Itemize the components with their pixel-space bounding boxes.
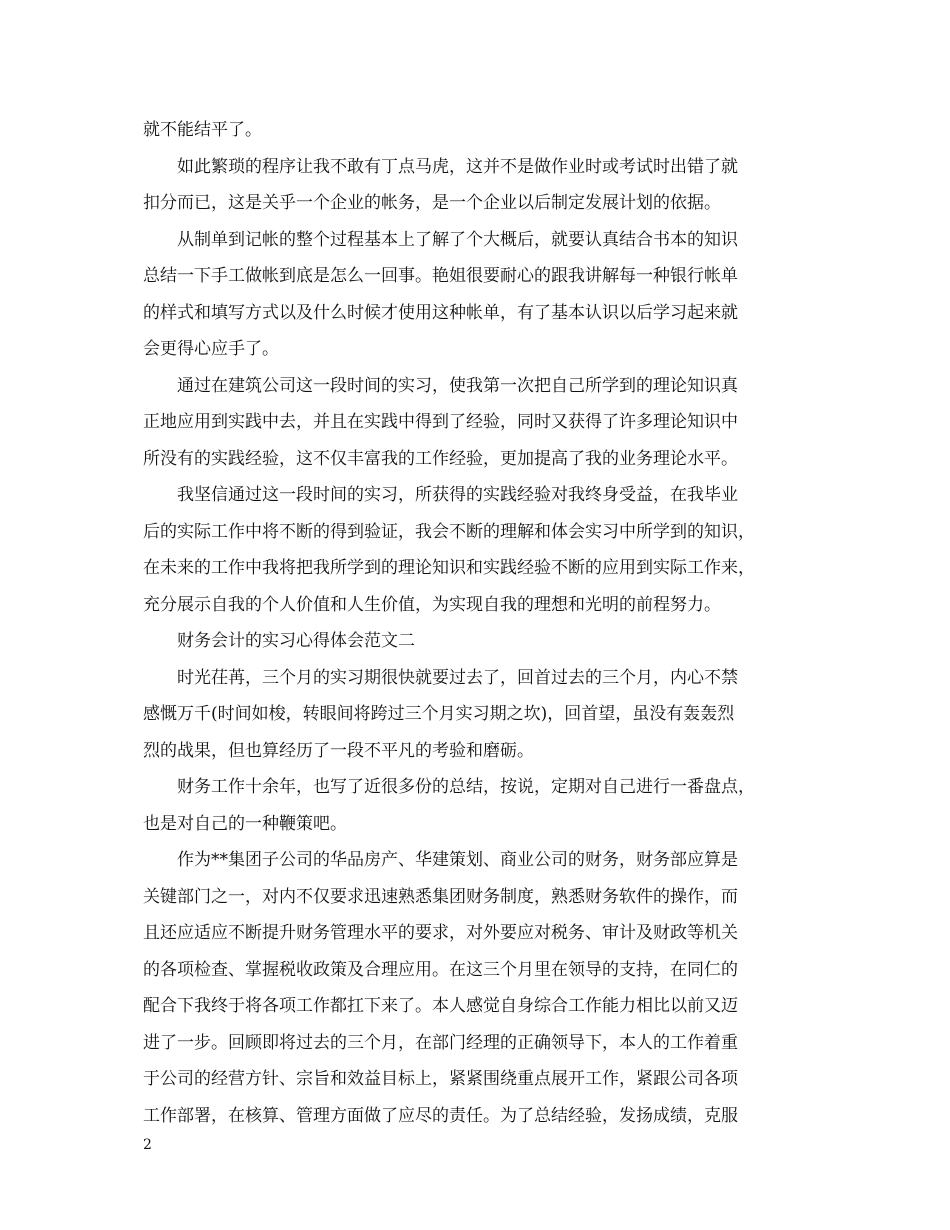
text-line: 会更得心应手了。: [143, 339, 279, 359]
text-line: 工作部署，在核算、管理方面做了应尽的责任。为了总结经验，发扬成绩，克服: [143, 1105, 738, 1126]
text-line: 的各项检查、掌握税收政策及合理应用。在这三个月里在领导的支持，在同仁的: [143, 959, 738, 980]
text-line: 如此繁琐的程序让我不敢有丁点马虎，这并不是做作业时或考试时出错了就: [177, 156, 738, 177]
text-line: 后的实际工作中将不断的得到验证，我会不断的理解和体会实习中所学到的知识，: [143, 521, 755, 542]
text-line: 时光茌苒，三个月的实习期很快就要过去了，回首过去的三个月，内心不禁: [177, 667, 738, 688]
text-line: 在未来的工作中我将把我所学到的理论知识和实践经验不断的应用到实际工作来，: [143, 558, 755, 578]
text-line: 进了一步。回顾即将过去的三个月，在部门经理的正确领导下，本人的工作着重: [143, 1032, 738, 1053]
body-text: [143, 112, 823, 1134]
text-line: 所没有的实践经验，这不仅丰富我的工作经验，更加提高了我的业务理论水平。: [143, 448, 738, 469]
text-line: 正地应用到实践中去，并且在实践中得到了经验，同时又获得了许多理论知识中: [143, 412, 738, 432]
text-line: 关键部门之一，对内不仅要求迅速熟悉集团财务制度，熟悉财务软件的操作，而: [143, 886, 738, 907]
text-line: 烈的战果，但也算经历了一段不平凡的考验和磨砺。: [143, 740, 534, 761]
text-line: 于公司的经营方针、宗旨和效益目标上，紧紧围绕重点展开工作，紧跟公司各项: [143, 1069, 738, 1089]
text-line: 作为**集团子公司的华品房产、华建策划、商业公司的财务，财务部应算是: [177, 850, 738, 870]
text-line: 就不能结平了。: [143, 120, 262, 140]
text-line: 通过在建筑公司这一段时间的实习，使我第一次把自己所学到的理论知识真: [177, 375, 738, 396]
text-line: 财务会计的实习心得体会范文二: [177, 631, 415, 651]
text-line: 我坚信通过这一段时间的实习，所获得的实践经验对我终身受益，在我毕业: [177, 485, 738, 505]
text-line: 总结一下手工做帐到底是怎么一回事。艳姐很要耐心的跟我讲解每一种银行帐单: [143, 266, 738, 286]
text-line: 的样式和填写方式以及什么时候才使用这种帐单，有了基本认识以后学习起来就: [143, 302, 738, 323]
page-number: 2: [143, 1137, 152, 1153]
text-line: 从制单到记帐的整个过程基本上了解了个大概后，就要认真结合书本的知识: [177, 229, 738, 250]
text-line: 且还应适应不断提升财务管理水平的要求，对外要应对税务、审计及财政等机关: [143, 923, 738, 943]
text-line: 扣分而已，这是关乎一个企业的帐务，是一个企业以后制定发展计划的依据。: [143, 193, 721, 213]
text-line: 配合下我终于将各项工作都扛下来了。本人感觉自身综合工作能力相比以前又迈: [143, 996, 738, 1016]
text-line: 充分展示自我的个人价值和人生价值，为实现自我的理想和光明的前程努力。: [143, 594, 721, 615]
text-line: 也是对自己的一种鞭策吧。: [143, 813, 347, 834]
text-line: 感慨万千(时间如梭，转眼间将跨过三个月实习期之坎)，回首望，虽没有轰轰烈: [143, 704, 735, 724]
text-line: 财务工作十余年，也写了近很多份的总结，按说，定期对自己进行一番盘点，: [177, 777, 755, 797]
